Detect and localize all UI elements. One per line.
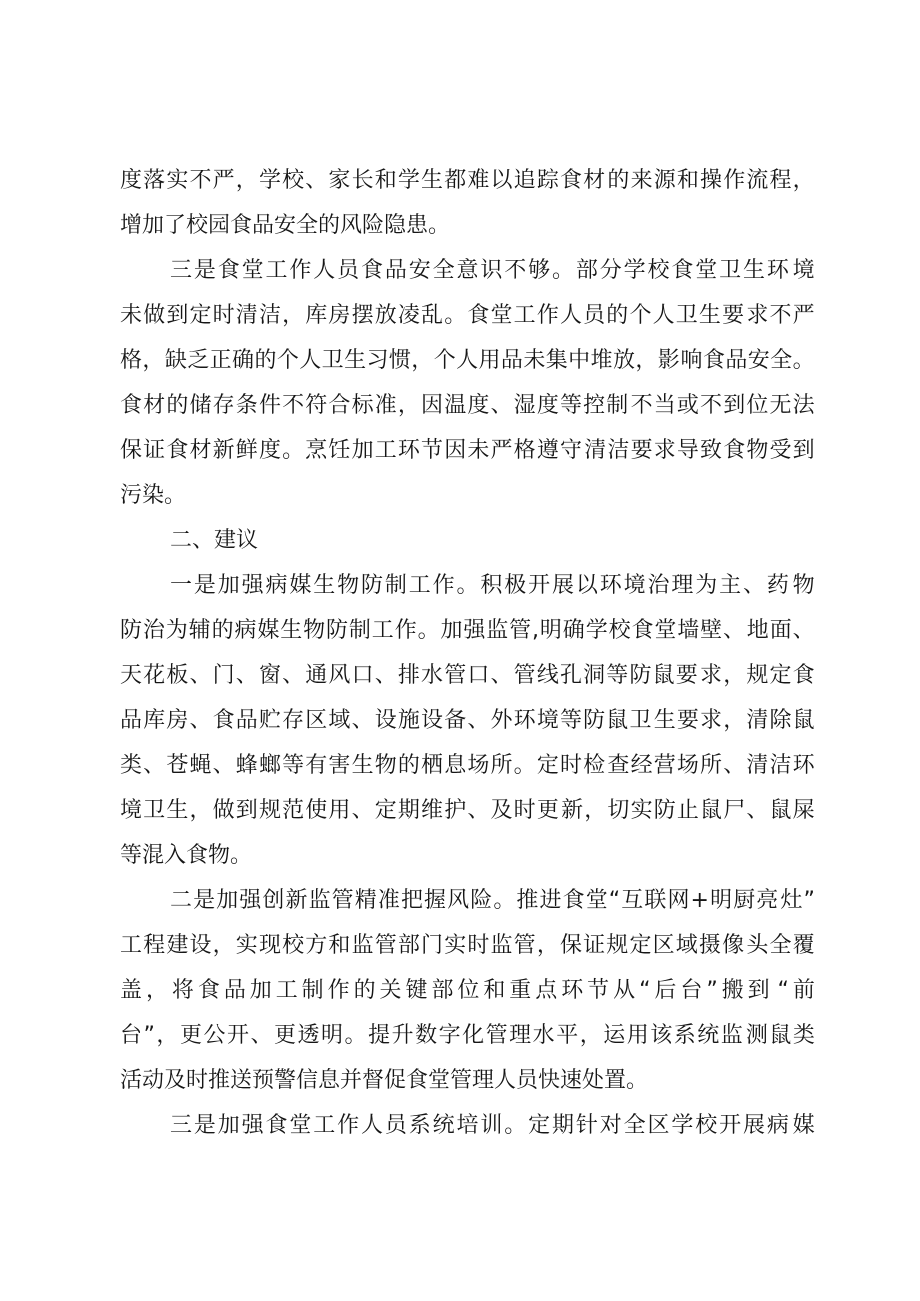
text-line: 污染。 [120,483,187,508]
text-line: 台 ” ， 更 公 开 、 更 透 明 。 提 升 数 字 化 管 理 水 平 ， 运 用 该 系 统 监 测 鼠 类 [120,1023,815,1048]
section-heading: 二、建议 [170,528,259,553]
text-line: 境 卫 生 ， 做 到 规 范 使 用 、 定 期 维 护 、 及 时 更 新 ， 切 实 防 止 鼠 尸 、 鼠 屎 [120,798,815,823]
text-line: 三 是 食 堂 工 作 人 员 食 品 安 全 意 识 不 够 。 部 分 学 校 食 堂 卫 生 环 境 [170,258,815,283]
paragraph-staff-awareness [120,248,815,518]
paragraph-vector-control [120,563,815,878]
text-line: 一 是 加 强 病 媒 生 物 防 制 工 作 。 积 极 开 展 以 环 境 治 理 为 主 、 药 物 [170,573,815,598]
paragraph-staff-training [120,1103,815,1148]
text-line: 类 、 苍 蝇 、 蜂 螂 等 有 害 生 物 的 栖 息 场 所 。 定 时 检 查 经 营 场 所 、 清 洁 环 [120,753,815,778]
text-line: 增加了校园食品安全的风险隐患。 [120,213,451,238]
document-body [120,158,815,1148]
text-line: 二 是 加 强 创 新 监 管 精 准 把 握 风 险 。 推 进 食 堂 “ 互 联 网 + 明 厨 亮 灶 ” [170,888,815,913]
text-line: 工 程 建 设 ， 实 现 校 方 和 监 管 部 门 实 时 监 管 ， 保 证 规 定 区 域 摄 像 头 全 覆 [120,933,815,958]
text-line: 防 治 为 辅 的 病 媒 生 物 防 制 工 作 。 加 强 监 管 , 明 确 学 校 食 堂 墙 壁 、 地 面 、 [120,618,815,643]
paragraph-innovative-supervision [120,878,815,1103]
text-line: 品 库 房 、 食 品 贮 存 区 域 、 设 施 设 备 、 外 环 境 等 防 鼠 卫 生 要 求 ， 清 除 鼠 [120,708,815,733]
text-line: 天 花 板 、 门 、 窗 、 通 风 口 、 排 水 管 口 、 管 线 孔 洞 等 防 鼠 要 求 ， 规 定 食 [120,663,815,688]
text-line: 未 做 到 定 时 清 洁 ， 库 房 摆 放 凌 乱 。 食 堂 工 作 人 员 的 个 人 卫 生 要 求 不 严 [120,303,815,328]
section-heading-block [120,518,815,563]
text-line: 活动及时推送预警信息并督促食堂管理人员快速处置。 [120,1068,649,1093]
text-line: 食 材 的 储 存 条 件 不 符 合 标 准 ， 因 温 度 、 湿 度 等 控 制 不 当 或 不 到 位 无 法 [120,393,815,418]
text-line: 度 落 实 不 严 ， 学 校 、 家 长 和 学 生 都 难 以 追 踪 食 材 的 来 源 和 操 作 流 程 ， [120,168,815,193]
text-line: 盖 ， 将 食 品 加 工 制 作 的 关 键 部 位 和 重 点 环 节 从 “ 后 台 ” 搬 到 “ 前 [120,978,815,1003]
text-line: 三 是 加 强 食 堂 工 作 人 员 系 统 培 训 。 定 期 针 对 全 区 学 校 开 展 病 媒 [170,1113,815,1138]
text-line: 保 证 食 材 新 鲜 度 。 烹 饪 加 工 环 节 因 未 严 格 遵 守 清 洁 要 求 导 致 食 物 受 到 [120,438,815,463]
paragraph-continued [120,158,815,248]
text-line: 格 ， 缺 乏 正 确 的 个 人 卫 生 习 惯 ， 个 人 用 品 未 集 中 堆 放 ， 影 响 食 品 安 全 。 [120,348,815,373]
text-line: 等混入食物。 [120,843,253,868]
